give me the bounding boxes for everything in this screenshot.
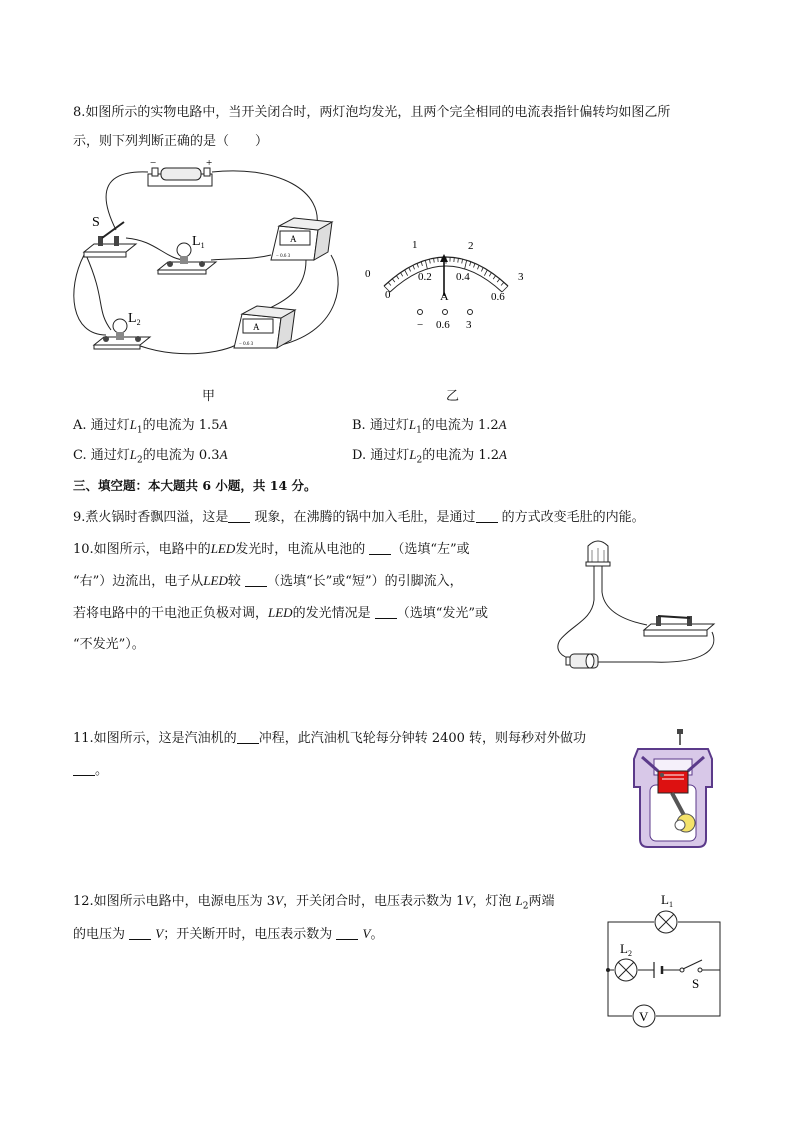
dial-upper-2: 2 — [468, 240, 474, 252]
ammeter-2 — [234, 306, 295, 348]
dial-tick — [477, 265, 479, 269]
dial-tick — [396, 276, 398, 280]
dial-terminal-0.6: 0.6 — [436, 319, 450, 331]
dial-tick — [392, 279, 395, 282]
switch — [84, 215, 136, 257]
q12-blank-1[interactable] — [129, 925, 151, 940]
q8-stem-line2: 示，则下列判断正确的是（ ） — [73, 134, 269, 149]
battery — [566, 654, 598, 668]
dial-tick — [413, 265, 415, 269]
q9-stem: 9.煮火锅时香飘四溢，这是 现象，在沸腾的锅中加入毛肚，是通过 的方式改变毛肚的内能。 — [73, 510, 645, 525]
dial-lower-0.2: 0.2 — [418, 271, 432, 283]
q8-option-d: D. 通过灯$L_2$的电流为 1.2A — [352, 447, 507, 466]
dial-tick — [484, 270, 487, 276]
dial-tick — [417, 263, 418, 267]
ammeter-1-terminals: − 0.6 3 — [276, 254, 291, 259]
q10-line3: 若将电路中的干电池正负极对调，LED的发光情况是 （选填“发光”或 — [73, 605, 489, 621]
dial-tick — [434, 258, 435, 262]
dial-lower-0.6: 0.6 — [491, 291, 505, 303]
figure-jia-circuit — [66, 160, 351, 370]
dial-tick — [474, 263, 475, 267]
switch — [644, 616, 714, 636]
dial-lower-0: 0 — [385, 289, 391, 301]
dial-tick — [405, 270, 408, 276]
q9-blank-1[interactable] — [228, 508, 250, 523]
dial-upper-1: 1 — [412, 239, 418, 251]
lamp-l2-label: L — [620, 941, 628, 956]
dial-tick — [388, 282, 391, 285]
q10-line2: “右”）边流出，电子从LED较 （选填“长”或“短”）的引脚流入， — [73, 573, 463, 589]
q12-line1: 12.如图所示电路中，电源电压为 3V，开关闭合时，电压表示数为 1V，灯泡 $L_2$两端 — [73, 893, 555, 912]
led — [586, 541, 610, 600]
dial-tick — [465, 260, 467, 269]
lamp-l1-symbol — [655, 892, 677, 933]
q10-blank-2[interactable] — [245, 572, 267, 587]
q11-stem: 11.如图所示，这是汽油机的 冲程，此汽油机飞轮每分钟转 2400 转，则每秒对外做功 — [73, 731, 587, 746]
dial-tick — [401, 273, 403, 277]
dial-tick — [497, 279, 500, 282]
ammeter-2-terminals: − 0.6 3 — [239, 342, 254, 347]
battery — [148, 160, 212, 186]
figure-yi-ammeter-dial — [356, 232, 536, 337]
dial-lower-0.4: 0.4 — [456, 271, 470, 283]
dial-unit: A — [440, 289, 449, 303]
q8-stem-line1: 8.如图所示的实物电路中，当开关闭合时，两灯泡均发光，且两个完全相同的电流表指针偏转均如图乙所 — [73, 105, 671, 120]
dial-tick — [489, 273, 491, 277]
section-3-header: 三、填空题：本大题共 6 小题，共 14 分。 — [73, 478, 317, 493]
q11-blank-2[interactable] — [73, 761, 95, 776]
svg-text:L1: $L_1$ — [661, 892, 673, 909]
figure-q12-circuit — [598, 890, 728, 1030]
dial-tick — [429, 259, 430, 263]
lamp-l2-symbol — [615, 941, 637, 981]
dial-tick — [481, 267, 483, 271]
lamp-l2 — [94, 311, 150, 349]
svg-text:L2: $L_2$ — [128, 311, 141, 327]
ammeter-1-symbol: A — [290, 234, 297, 244]
dial-tick — [421, 262, 422, 266]
lamp-l2-label: L — [128, 311, 137, 326]
ammeter-1 — [271, 218, 332, 260]
q8-option-a: A. 通过灯$L_1$的电流为 1.5A — [73, 417, 228, 436]
battery-plus-label: + — [206, 160, 213, 169]
figure-q10-led-circuit — [552, 540, 722, 675]
dial-tick — [470, 262, 471, 266]
switch-label: S — [92, 215, 100, 230]
battery-minus-label: − — [150, 160, 157, 169]
q12-blank-2[interactable] — [336, 925, 358, 940]
figure-yi-caption: 乙 — [446, 389, 460, 404]
q10-blank-1[interactable] — [369, 540, 391, 555]
svg-text:L2: $L_2$ — [620, 941, 632, 958]
voltmeter-symbol — [633, 1005, 655, 1027]
switch-symbol — [680, 960, 702, 991]
figure-jia-caption: 甲 — [202, 389, 216, 404]
q8-option-c: C. 通过灯$L_2$的电流为 0.3A — [73, 447, 228, 466]
q11-blank-1[interactable] — [237, 729, 259, 744]
figure-q11-engine — [628, 727, 718, 852]
q11-stem-line2: 。 — [73, 761, 108, 780]
q12-line2: 的电压为 V；开关断开时，电压表示数为 V。 — [73, 926, 384, 942]
voltmeter-label: V — [639, 1009, 649, 1024]
dial-terminal-3: 3 — [466, 319, 472, 331]
q9-blank-2[interactable] — [476, 508, 498, 523]
q8-option-b: B. 通过灯$L_1$的电流为 1.2A — [352, 417, 507, 436]
dial-upper-0: 0 — [365, 268, 371, 280]
q10-blank-3[interactable] — [375, 604, 397, 619]
dial-tick — [462, 259, 463, 263]
ammeter-2-symbol: A — [253, 322, 260, 332]
dial-tick — [458, 258, 459, 262]
switch-label: S — [692, 976, 700, 991]
svg-text:L1: $L_1$ — [192, 234, 205, 250]
dial-upper-3: 3 — [518, 271, 524, 283]
battery-symbol — [654, 962, 662, 978]
lamp-l1-label: L — [661, 892, 669, 907]
dial-tick — [501, 282, 504, 285]
dial-terminal-minus: − — [417, 319, 424, 331]
q10-line4: “不发光”）。 — [73, 637, 145, 652]
dial-tick — [409, 267, 411, 271]
lamp-l1-label: L — [192, 234, 201, 249]
dial-tick — [425, 260, 427, 269]
q10-line1: 10.如图所示，电路中的LED发光时，电流从电池的 （选填“左”或 — [73, 541, 470, 557]
dial-tick — [493, 276, 495, 280]
